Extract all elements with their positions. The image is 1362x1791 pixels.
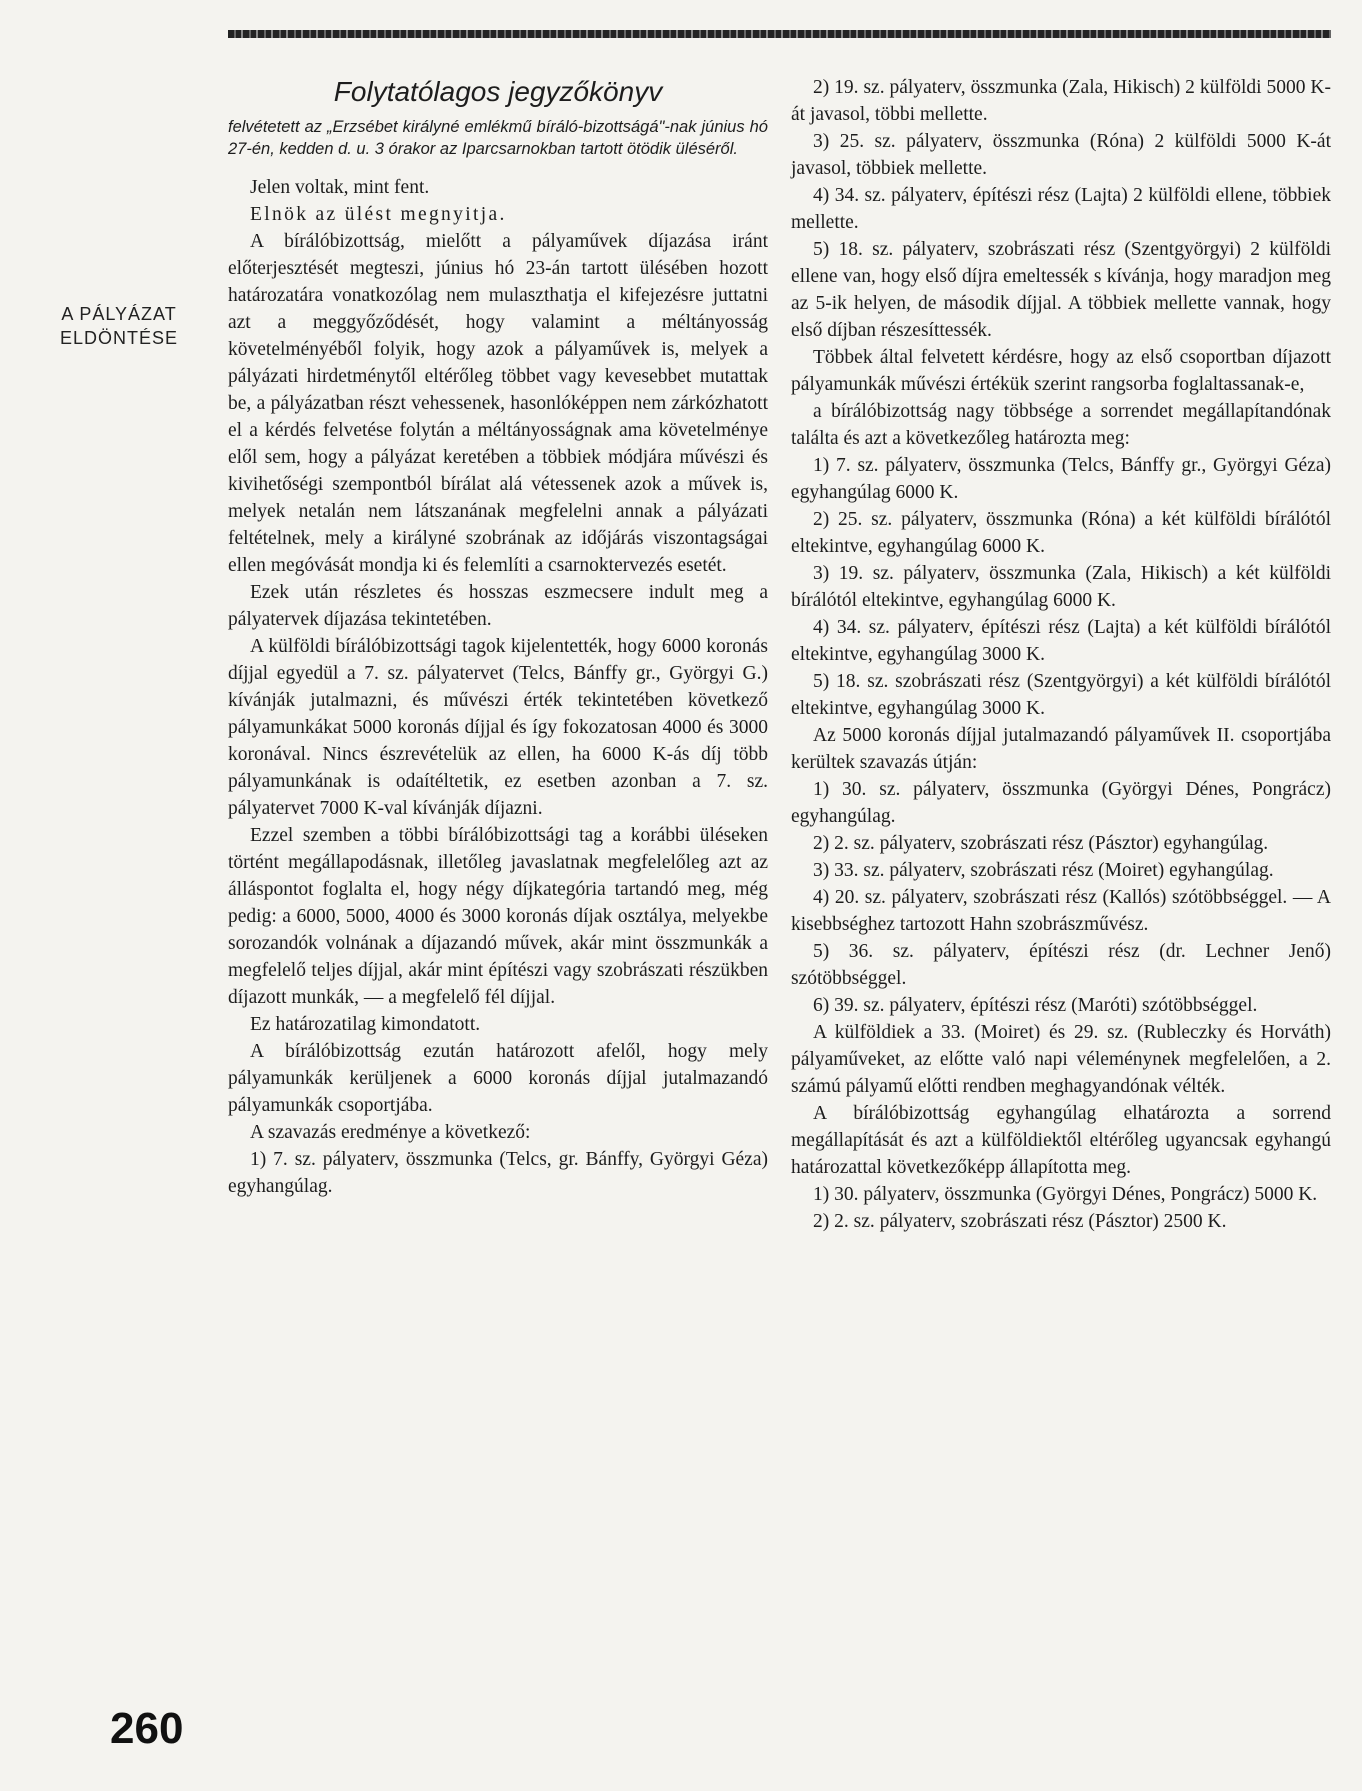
paragraph: a bírálóbizottság nagy többsége a sorrendet megállapítandónak találta és azt a következőleg határozta meg: — [791, 401, 1331, 449]
paragraph: 5) 36. sz. pályaterv, építészi rész (dr. Lechner Jenő) szótöbbséggel. — [791, 941, 1331, 989]
paragraph: 4) 34. sz. pályaterv, építészi rész (Lajta) a két külföldi bírálótól eltekintve, egyhangúlag 3000 K. — [791, 617, 1331, 665]
paragraph: 2) 2. sz. pályaterv, szobrászati rész (Pásztor) egyhangúlag. — [813, 833, 1269, 854]
paragraph: 3) 19. sz. pályaterv, összmunka (Zala, Hikisch) a két külföldi bírálótól eltekintve, egyhangúlag 6000 K. — [791, 563, 1331, 611]
paragraph: 4) 34. sz. pályaterv, építészi rész (Lajta) 2 külföldi ellene, többiek mellette. — [791, 185, 1331, 233]
paragraph: 2) 19. sz. pályaterv, összmunka (Zala, Hikisch) 2 külföldi 5000 K-át javasol, többi mellette. — [791, 77, 1331, 125]
document-title: Folytatólagos jegyzőkönyv — [333, 76, 663, 107]
margin-note-line-1: A PÁLYÁZAT — [61, 304, 177, 324]
paragraph: 2) 2. sz. pályaterv, szobrászati rész (Pásztor) 2500 K. — [813, 1211, 1227, 1232]
decorative-top-rule — [228, 30, 1331, 38]
paragraph: 4) 20. sz. pályaterv, szobrászati rész (Kallós) szótöbbséggel. — A kisebbséghez tartozott Hahn szobrászművész. — [791, 887, 1331, 935]
paragraph: 1) 30. sz. pályaterv, összmunka (Györgyi Dénes, Pongrácz) egyhangúlag. — [791, 779, 1331, 827]
paragraph: Többek által felvetett kérdésre, hogy az első csoportban díjazott pályamunkák művészi értékük szerint rangsorba foglaltassanak-e, — [791, 347, 1331, 395]
paragraph: 1) 7. sz. pályaterv, összmunka (Telcs, gr. Bánffy, Györgyi Géza) egyhangúlag. — [228, 1149, 768, 1197]
paragraph: Ezzel szemben a többi bírálóbizottsági tag a korábbi üléseken történt megállapodásnak, illetőleg javaslatnak megfelelőleg azt az álláspontot foglalta el, hogy négy díjkategória tartandó meg, még pedig: a 6000, 5000, 4000 és 3000 koronás díjak osztálya, melyekbe sorozandók volnának a díjazandó művek, akár mint összmunkák a megfelelő teljes díjjal, akár mint építészi vagy szobrászati részükben díjazott munkák, — a megfelelő fél díjjal. — [228, 825, 768, 1008]
paragraph: A külföldiek a 33. (Moiret) és 29. sz. (Rubleczky és Horváth) pályaműveket, az előtte való napi véleménynek megfelelően, a 2. számú pályamű előtti rendben meghagyandónak vélték. — [791, 1022, 1331, 1097]
paragraph: A bírálóbizottság, mielőtt a pályaművek díjazása iránt előterjesztését megteszi, június hó 23-án tartott ülésében hozott határozatára vonatkozólag nem mulaszthatja el kifejezésre juttatni azt a meggyőződését, hogy valamint a méltányosság követelményéből folyik, hogy azok a pályaművek is, melyek a pályázati hirdetménytől eltérőleg többet vagy kevesebbet mutattak be, a pályázatban részt vehessenek, hasonlóképpen nem zárkózhatott el a kérdés felvetése folytán a méltányosságnak ama követelménye elől sem, hogy a pályázat keretében a többiek módjára művészi és kivihetőségi szempontból bírálat alá vétessenek azok a művek is, melyek netalán nem látszanának megfelelni annak a pályázati feltételnek, mely a királyné szobrának az időjárás viszontagságai ellen megóvását mondja ki és felemlíti a csarnoktervezés esetét. — [228, 231, 768, 576]
paragraph: Az 5000 koronás díjjal jutalmazandó pályaművek II. csoportjába kerültek szavazás útján: — [791, 725, 1331, 773]
left-column — [228, 74, 768, 1200]
paragraph: 5) 18. sz. szobrászati rész (Szentgyörgyi) a két külföldi bírálótól eltekintve, egyhangúlag 3000 K. — [791, 671, 1331, 719]
margin-note — [38, 302, 200, 350]
paragraph: A szavazás eredménye a következő: — [250, 1122, 531, 1143]
paragraph: 1) 30. pályaterv, összmunka (Györgyi Dénes, Pongrácz) 5000 K. — [813, 1184, 1318, 1205]
paragraph: Ez határozatilag kimondatott. — [250, 1014, 481, 1035]
paragraph: 2) 25. sz. pályaterv, összmunka (Róna) a két külföldi bírálótól eltekintve, egyhangúlag 6000 K. — [791, 509, 1331, 557]
paragraph: 3) 33. sz. pályaterv, szobrászati rész (Moiret) egyhangúlag. — [813, 860, 1274, 881]
paragraph: Ezek után részletes és hosszas eszmecsere indult meg a pályatervek díjazása tekintetében. — [228, 582, 768, 630]
margin-note-line-2: ELDÖNTÉSE — [59, 328, 179, 348]
paragraph: 1) 7. sz. pályaterv, összmunka (Telcs, Bánffy gr., Györgyi Géza) egyhangúlag 6000 K. — [791, 455, 1331, 503]
paragraph: 6) 39. sz. pályaterv, építészi rész (Maróti) szótöbbséggel. — [813, 995, 1258, 1016]
document-intro: felvétetett az „Erzsébet királyné emlékmű bíráló-bizottságá"-nak június hó 27-én, kedden d. u. 3 órakor az Iparcsarnokban tartott ötödik üléséről. — [228, 118, 768, 158]
paragraph: 3) 25. sz. pályaterv, összmunka (Róna) 2 külföldi 5000 K-át javasol, többiek mellette. — [791, 131, 1331, 179]
paragraph: A külföldi bírálóbizottsági tagok kijelentették, hogy 6000 koronás díjjal egyedül a 7. sz. pályatervet (Telcs, Bánffy gr., Györgyi G.) kívánják jutalmazni, és művészi érték tekintetében következő pályamunkákat 5000 koronás díjjal és így fokozatosan 4000 és 3000 koronával. Nincs észrevételük az ellen, ha 6000 K-ás díj több pályamunkának is odaítéltetik, ez esetben azonban a 7. sz. pályatervet 7000 K-val kívánják díjazni. — [228, 636, 768, 819]
paragraph: A bírálóbizottság egyhangúlag elhatározta a sorrend megállapítását és azt a külföldiektől eltérőleg ugyancsak egyhangú határozattal következőképp állapította meg. — [791, 1103, 1331, 1178]
right-column — [791, 74, 1331, 1235]
paragraph: Jelen voltak, mint fent. — [250, 177, 430, 198]
paragraph: 5) 18. sz. pályaterv, szobrászati rész (Szentgyörgyi) 2 külföldi ellene van, hogy első díjra emeltessék s kívánja, hogy maradjon meg az 5-ik helyen, de második díjjal. A többiek mellette vannak, hogy első díjban részesíttessék. — [791, 239, 1331, 341]
page-number: 260 — [110, 1704, 184, 1753]
paragraph: A bírálóbizottság ezután határozott afelől, hogy mely pályamunkák kerüljenek a 6000 koronás díjjal jutalmazandó pályamunkák csoportjába. — [228, 1041, 768, 1116]
paragraph: Elnök az ülést megnyitja. — [250, 204, 507, 225]
